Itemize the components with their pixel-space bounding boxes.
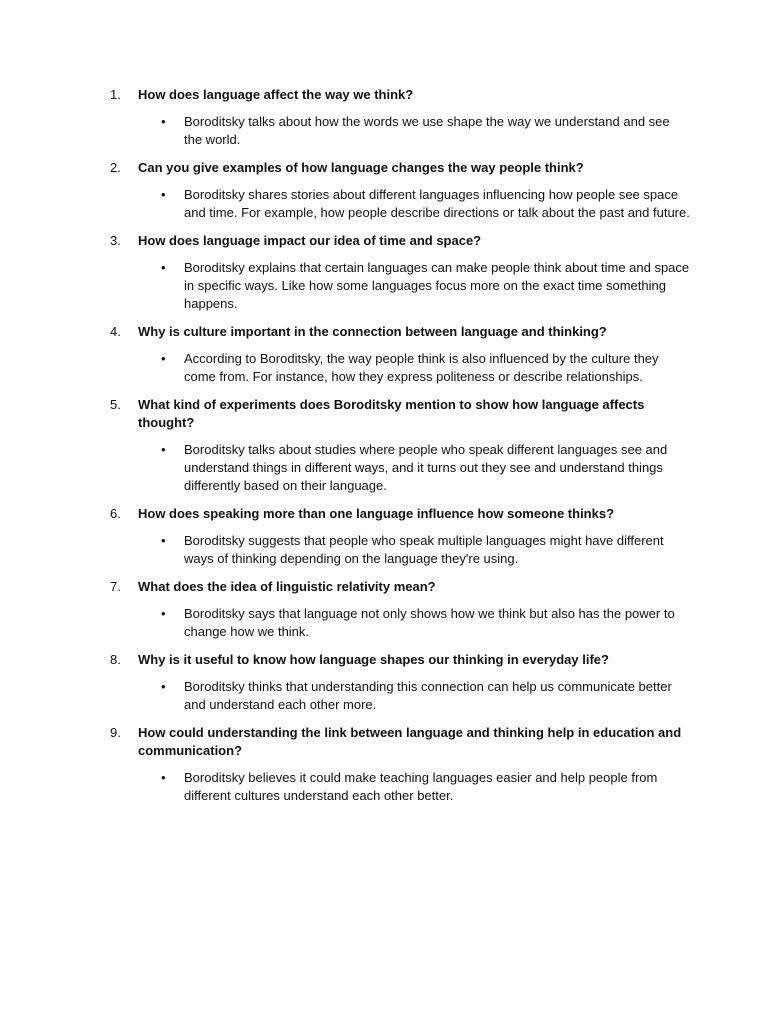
answer-text: Boroditsky talks about studies where people who speak different languages see and understand things in different ways, and it turns out they see and understand things differently based on their language. [184,442,668,493]
bullet-icon: • [161,533,166,548]
answer-text: Boroditsky thinks that understanding this connection can help us communicate better and understand each other more. [184,679,672,712]
bullet-icon: • [161,187,166,202]
question-text: How does speaking more than one language influence how someone thinks? [138,506,615,521]
answer-text: Boroditsky shares stories about different languages influencing how people see space and time. For example, how people describe directions or talk about the past and future. [184,187,690,220]
question-text: Why is culture important in the connection between language and thinking? [138,324,607,339]
bullet-icon: • [161,351,166,366]
answer-bullet [161,186,690,222]
list-item [110,232,690,313]
answer-bullet [161,441,690,495]
bullet-icon: • [161,442,166,457]
answer-text: Boroditsky believes it could make teaching languages easier and help people from different cultures understand each other better. [184,770,658,803]
bullet-icon: • [161,114,166,129]
answer-bullet [161,113,690,149]
bullet-icon: • [161,260,166,275]
question-number: 6. [110,506,121,521]
list-item [110,159,690,222]
answer-bullet [161,605,690,641]
question-text: How could understanding the link between language and thinking help in education and communication? [138,725,682,758]
list-item [110,396,690,495]
question-number: 8. [110,652,121,667]
answer-bullet [161,350,690,386]
list-item [110,578,690,641]
question-number: 3. [110,233,121,248]
question-text: What does the idea of linguistic relativity mean? [138,579,436,594]
question-text: Can you give examples of how language changes the way people think? [138,160,584,175]
answer-bullet [161,769,690,805]
question-text: How does language affect the way we think? [138,87,414,102]
answer-bullet [161,678,690,714]
question-text: Why is it useful to know how language shapes our thinking in everyday life? [138,652,609,667]
question-number: 2. [110,160,121,175]
list-item [110,505,690,568]
question-text: What kind of experiments does Boroditsky mention to show how language affects thought? [138,397,645,430]
question-number: 1. [110,87,121,102]
list-item [110,86,690,149]
question-list [110,86,690,815]
list-item [110,651,690,714]
question-number: 5. [110,397,121,412]
answer-text: Boroditsky suggests that people who speak multiple languages might have different ways of thinking depending on the language they're using. [184,533,664,566]
question-number: 7. [110,579,121,594]
list-item [110,323,690,386]
bullet-icon: • [161,770,166,785]
question-text: How does language impact our idea of time and space? [138,233,482,248]
question-number: 9. [110,725,121,740]
bullet-icon: • [161,679,166,694]
bullet-icon: • [161,606,166,621]
question-number: 4. [110,324,121,339]
answer-bullet [161,532,690,568]
answer-text: Boroditsky explains that certain languages can make people think about time and space in specific ways. Like how some languages focus more on the exact time something happens. [184,260,690,311]
answer-bullet [161,259,690,313]
answer-text: Boroditsky says that language not only shows how we think but also has the power to change how we think. [184,606,675,639]
answer-text: According to Boroditsky, the way people think is also influenced by the culture they come from. For instance, how they express politeness or describe relationships. [184,351,659,384]
answer-text: Boroditsky talks about how the words we use shape the way we understand and see the world. [184,114,670,147]
list-item [110,724,690,805]
